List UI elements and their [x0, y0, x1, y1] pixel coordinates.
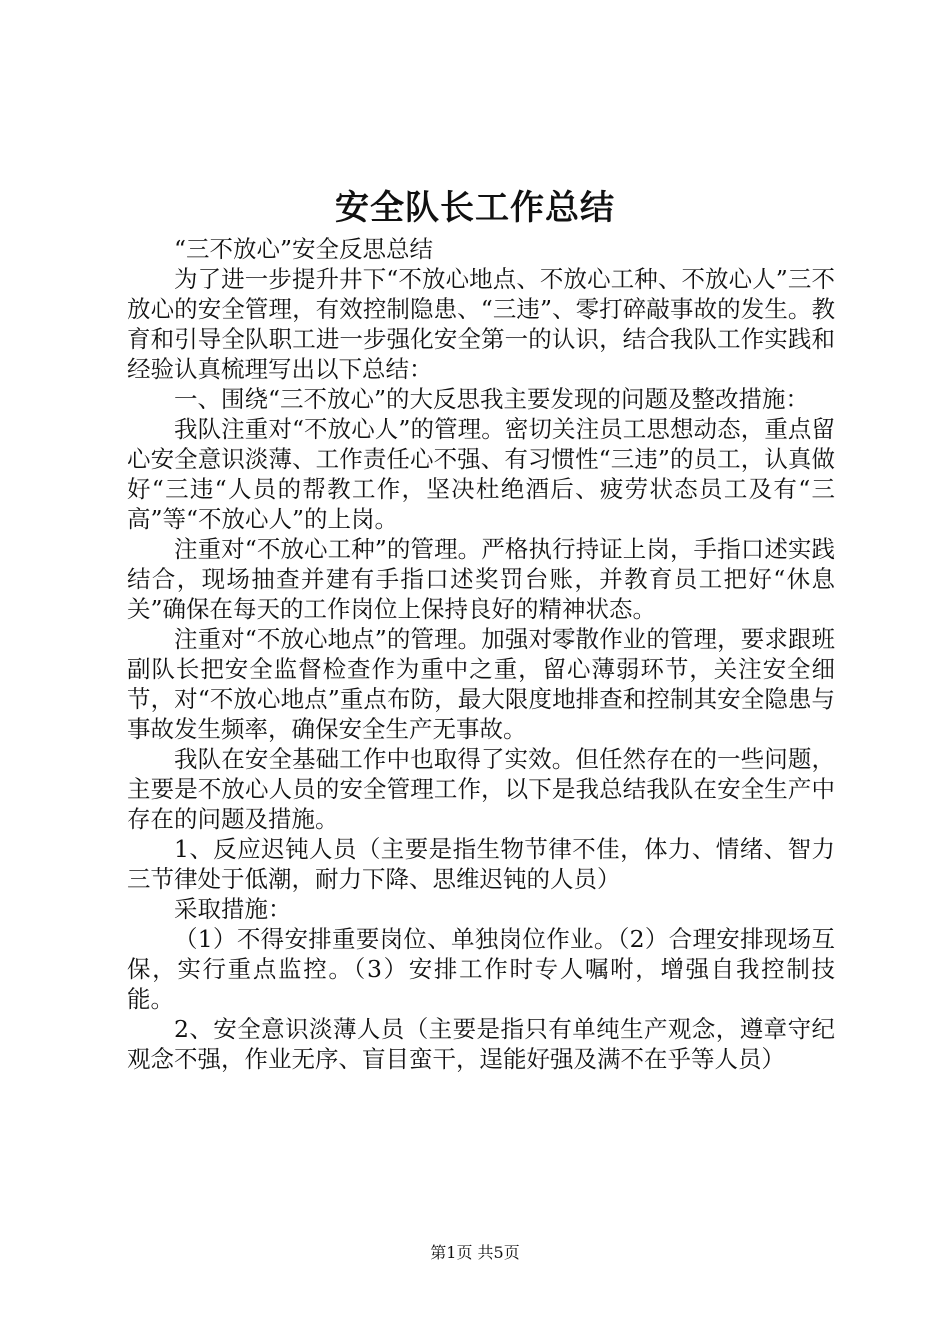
paragraph-intro: 为了进一步提升井下“不放心地点、不放心工种、不放心人”三不放心的安全管理，有效控制隐患、“三违”、零打碎敲事故的发生。教育和引导全队职工进一步强化安全第一的认识，结合我队工作实践和经验认真梳理写出以下总结： — [127, 265, 835, 383]
paragraph-section-heading: 一、围绕“三不放心”的大反思我主要发现的问题及整改措施： — [174, 385, 810, 413]
paragraph-people: 我队注重对“不放心人”的管理。密切关注员工思想动态，重点留心安全意识淡薄、工作责任心不强、有习惯性“三违”的员工，认真做好“三违“人员的帮教工作，坚决杜绝酒后、疲劳状态员工及有“三高”等“不放心人”的上岗。 — [127, 415, 835, 533]
paragraph-measures: （1）不得安排重要岗位、单独岗位作业。（2）合理安排现场互保，实行重点监控。（3）安排工作时专人嘱咐，增强自我控制技能。 — [127, 925, 835, 1013]
document-body — [127, 234, 835, 1074]
page-footer: 第1页 共5页 — [430, 1243, 520, 1262]
document-title: 安全队长工作总结 — [335, 188, 615, 228]
paragraph-item-1: 1、反应迟钝人员（主要是指生物节律不佳，体力、情绪、智力三节律处于低潮，耐力下降、思维迟钝的人员） — [127, 835, 835, 893]
paragraph-measures-label: 采取措施： — [174, 895, 292, 923]
paragraph-locations: 注重对“不放心地点”的管理。加强对零散作业的管理，要求跟班副队长把安全监督检查作为重中之重，留心薄弱环节，关注安全细节，对“不放心地点”重点布防，最大限度地排查和控制其安全隐患与事故发生频率，确保安全生产无事故。 — [127, 625, 835, 743]
paragraph-item-2: 2、安全意识淡薄人员（主要是指只有单纯生产观念，遵章守纪观念不强，作业无序、盲目蛮干，逞能好强及满不在乎等人员） — [127, 1015, 835, 1073]
paragraph-trades: 注重对“不放心工种”的管理。严格执行持证上岗，手指口述实践结合，现场抽查并建有手指口述奖罚台账，并教育员工把好“休息关”确保在每天的工作岗位上保持良好的精神状态。 — [127, 535, 835, 623]
paragraph-results: 我队在安全基础工作中也取得了实效。但任然存在的一些问题，主要是不放心人员的安全管理工作，以下是我总结我队在安全生产中存在的问题及措施。 — [127, 745, 835, 833]
paragraph-subtitle: “三不放心”安全反思总结 — [174, 235, 434, 263]
